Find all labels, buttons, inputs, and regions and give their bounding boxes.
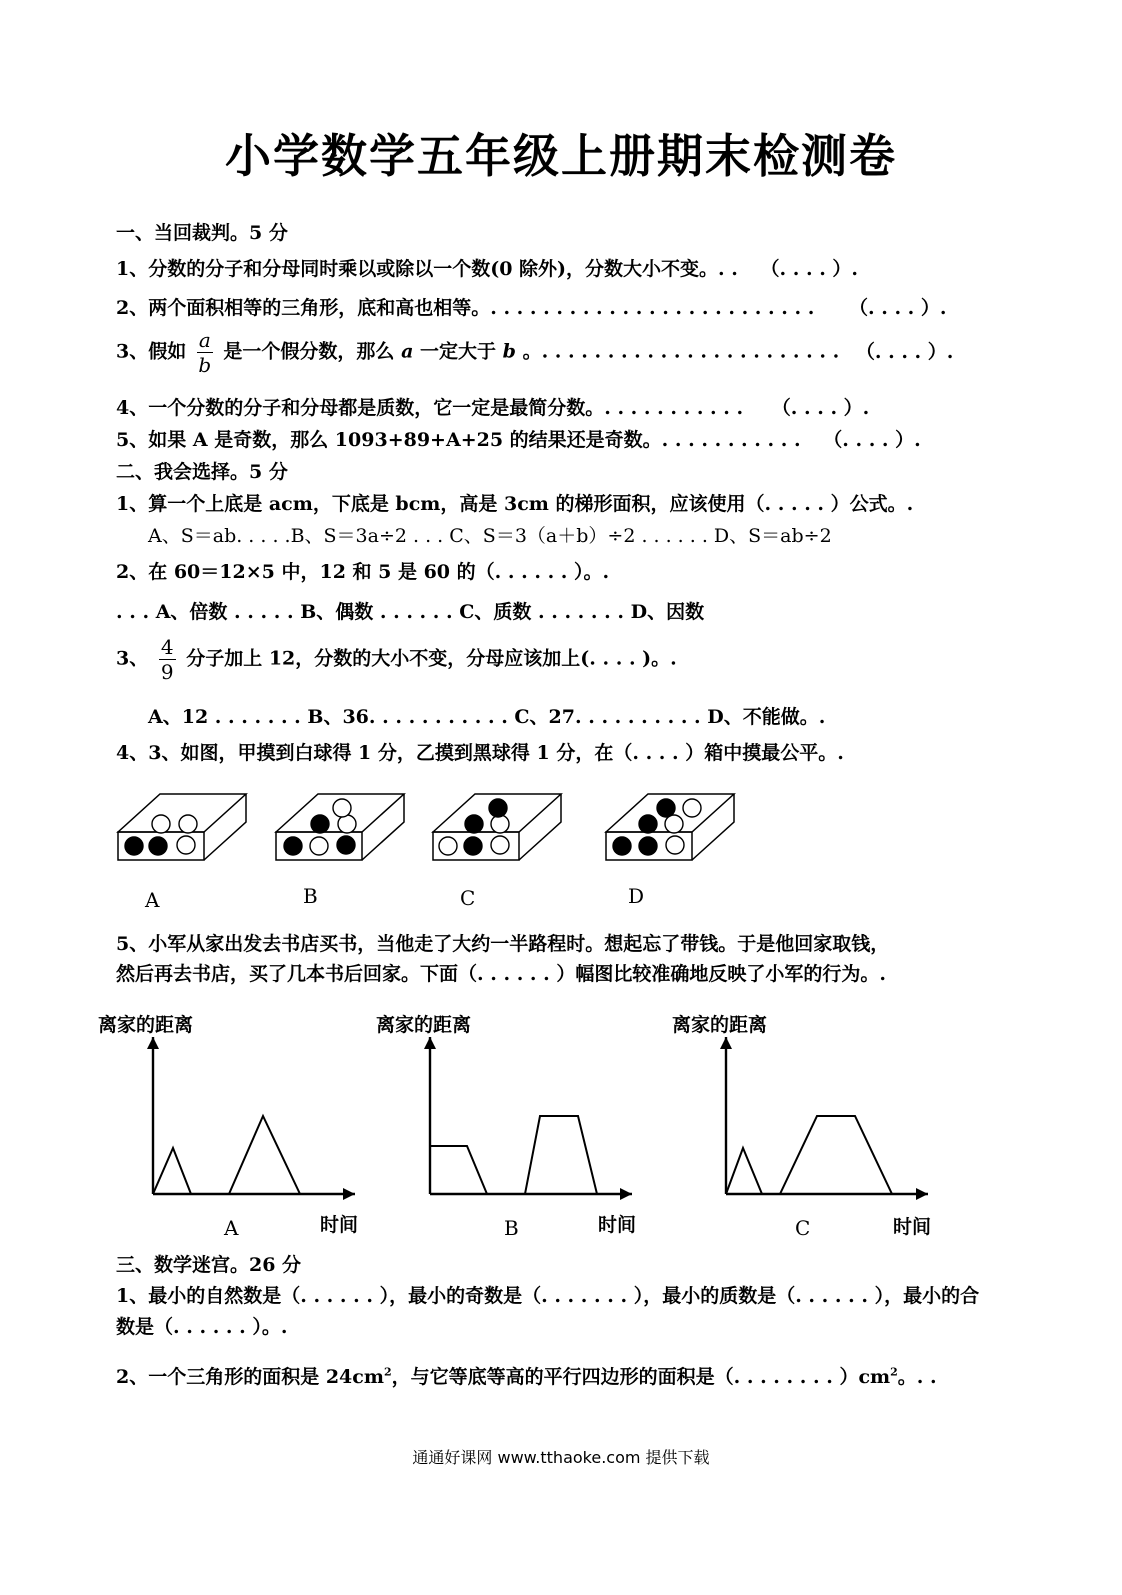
fraction-denominator: b [198,353,212,377]
graph-label-a: A [224,1216,239,1240]
distance-time-graph-c [720,1037,928,1200]
section-1-heading: 一、当回裁判。5 分 [116,222,288,244]
s2-q3-options[interactable]: A、12 . . . . . . . B、36. . . . . . . . . . . C、27. . . . . . . . . . D、不能做。. [148,706,826,728]
s1-q2-answer-paren[interactable]: （. . . . ）. [848,297,947,319]
x-axis-arrow-icon [620,1188,632,1200]
graph-c-y-label: 离家的距离 [672,1014,768,1036]
graph-b-x-label: 时间 [598,1214,637,1236]
distance-line [430,1116,597,1194]
page-title: 小学数学五年级上册期末检测卷 [225,129,897,183]
s1-q3-var-a: a [401,340,414,363]
distance-time-graph-a [147,1037,355,1200]
s2-q2-options[interactable]: . . . A、倍数 . . . . . B、偶数 . . . . . . C、质数 . . . . . . . D、因数 [116,601,705,623]
distance-line [153,1116,300,1194]
s3-q2-prefix: 2、一个三角形的面积是 24cm [116,1366,384,1388]
s3-q2-sup1: 2 [383,1365,392,1379]
s1-q3-mid2: 一定大于 [420,340,497,363]
s3-q2 [116,1362,937,1389]
box-label-d: D [628,884,645,908]
y-axis-arrow-icon [424,1037,436,1049]
graph-b-y-label: 离家的距离 [376,1014,472,1036]
s1-q1-text: 1、分数的分子和分母同时乘以或除以一个数(0 除外)，分数大小不变。. . [116,258,738,280]
x-axis-arrow-icon [916,1188,928,1200]
s3-q1-line1: 1、最小的自然数是（. . . . . . ），最小的奇数是（. . . . . . . ），最小的质数是（. . . . . . ），最小的合 [116,1285,980,1307]
s3-q2-tail: 。. . [897,1366,937,1388]
s1-q3-mid: 是一个假分数，那么 [223,340,395,363]
s1-q3-tail: 。. . . . . . . . . . . . . . . . . . . . . . . [522,340,840,363]
graph-label-c: C [795,1216,811,1240]
s1-q3-var-b: b [502,340,516,363]
s2-q4: 4、3、如图，甲摸到白球得 1 分，乙摸到黑球得 1 分，在（. . . . ）箱中摸最公平。. [116,742,844,764]
box-label-c: C [460,886,476,910]
s2-q3-text: 分子加上 12，分数的大小不变，分母应该加上(. . . . )。. [186,647,677,670]
fraction-denominator: 9 [160,660,174,684]
graph-c-x-label: 时间 [893,1216,932,1238]
fraction-numerator: 4 [160,635,174,659]
s2-q3-prefix: 3、 [116,647,149,670]
s3-q2-sup2: 2 [890,1365,898,1379]
footer-credit: 通通好课网 www.tthaoke.com 提供下载 [412,1448,710,1467]
s2-q1: 1、算一个上底是 acm，下底是 bcm，高是 3cm 的梯形面积，应该使用（. . . . . ）公式。. [116,493,914,515]
graph-a-y-label: 离家的距离 [98,1014,194,1036]
graph-label-b: B [504,1216,519,1240]
s2-q5-line1: 5、小军从家出发去书店买书，当他走了大约一半路程时。想起忘了带钱。于是他回家取钱， [116,933,890,955]
s2-q2: 2、在 60＝12×5 中，12 和 5 是 60 的（. . . . . . ）。. [116,561,610,583]
s1-q3-prefix: 3、假如 [116,340,187,363]
distance-time-graph-b [424,1037,632,1200]
s1-q2-text: 2、两个面积相等的三角形，底和高也相等。. . . . . . . . . . . . . . . . . . . . . . . . . [116,297,815,319]
box-label-b: B [303,884,318,908]
fraction-numerator: a [198,328,211,352]
section-2-heading: 二、我会选择。5 分 [116,461,288,483]
s2-q5-line2: 然后再去书店，买了几本书后回家。下面（. . . . . . ）幅图比较准确地反映了小军的行为。. [116,963,886,985]
s1-q3-answer-paren[interactable]: （. . . . ）. [855,340,954,363]
x-axis-arrow-icon [343,1188,355,1200]
y-axis-arrow-icon [147,1037,159,1049]
s2-q1-options[interactable]: A、S＝ab. . . . .B、S＝3a÷2 . . . C、S＝3（a＋b）÷2 . . . . . . D、S＝ab÷2 [148,525,832,547]
s1-q4-text: 4、一个分数的分子和分母都是质数，它一定是最简分数。. . . . . . . . . . . [116,397,744,419]
s1-q4-answer-paren[interactable]: （. . . . ）. [771,397,870,419]
s3-q1-line2: 数是（. . . . . . ）。. [116,1316,288,1338]
s1-q5-text: 5、如果 A 是奇数，那么 1093+89+A+25 的结果还是奇数。. . . . . . . . . . . [116,429,801,451]
s3-q2-mid: ，与它等底等高的平行四边形的面积是（. . . . . . . . ）cm [391,1366,891,1388]
section-3-heading: 三、数学迷宫。26 分 [116,1254,302,1276]
y-axis-arrow-icon [720,1037,732,1049]
s1-q1-answer-paren[interactable]: （. . . . ）. [760,258,859,280]
graph-a-x-label: 时间 [320,1214,359,1236]
box-label-a: A [145,888,160,912]
distance-line [726,1116,892,1194]
s1-q5-answer-paren[interactable]: （. . . . ）. [823,429,921,451]
